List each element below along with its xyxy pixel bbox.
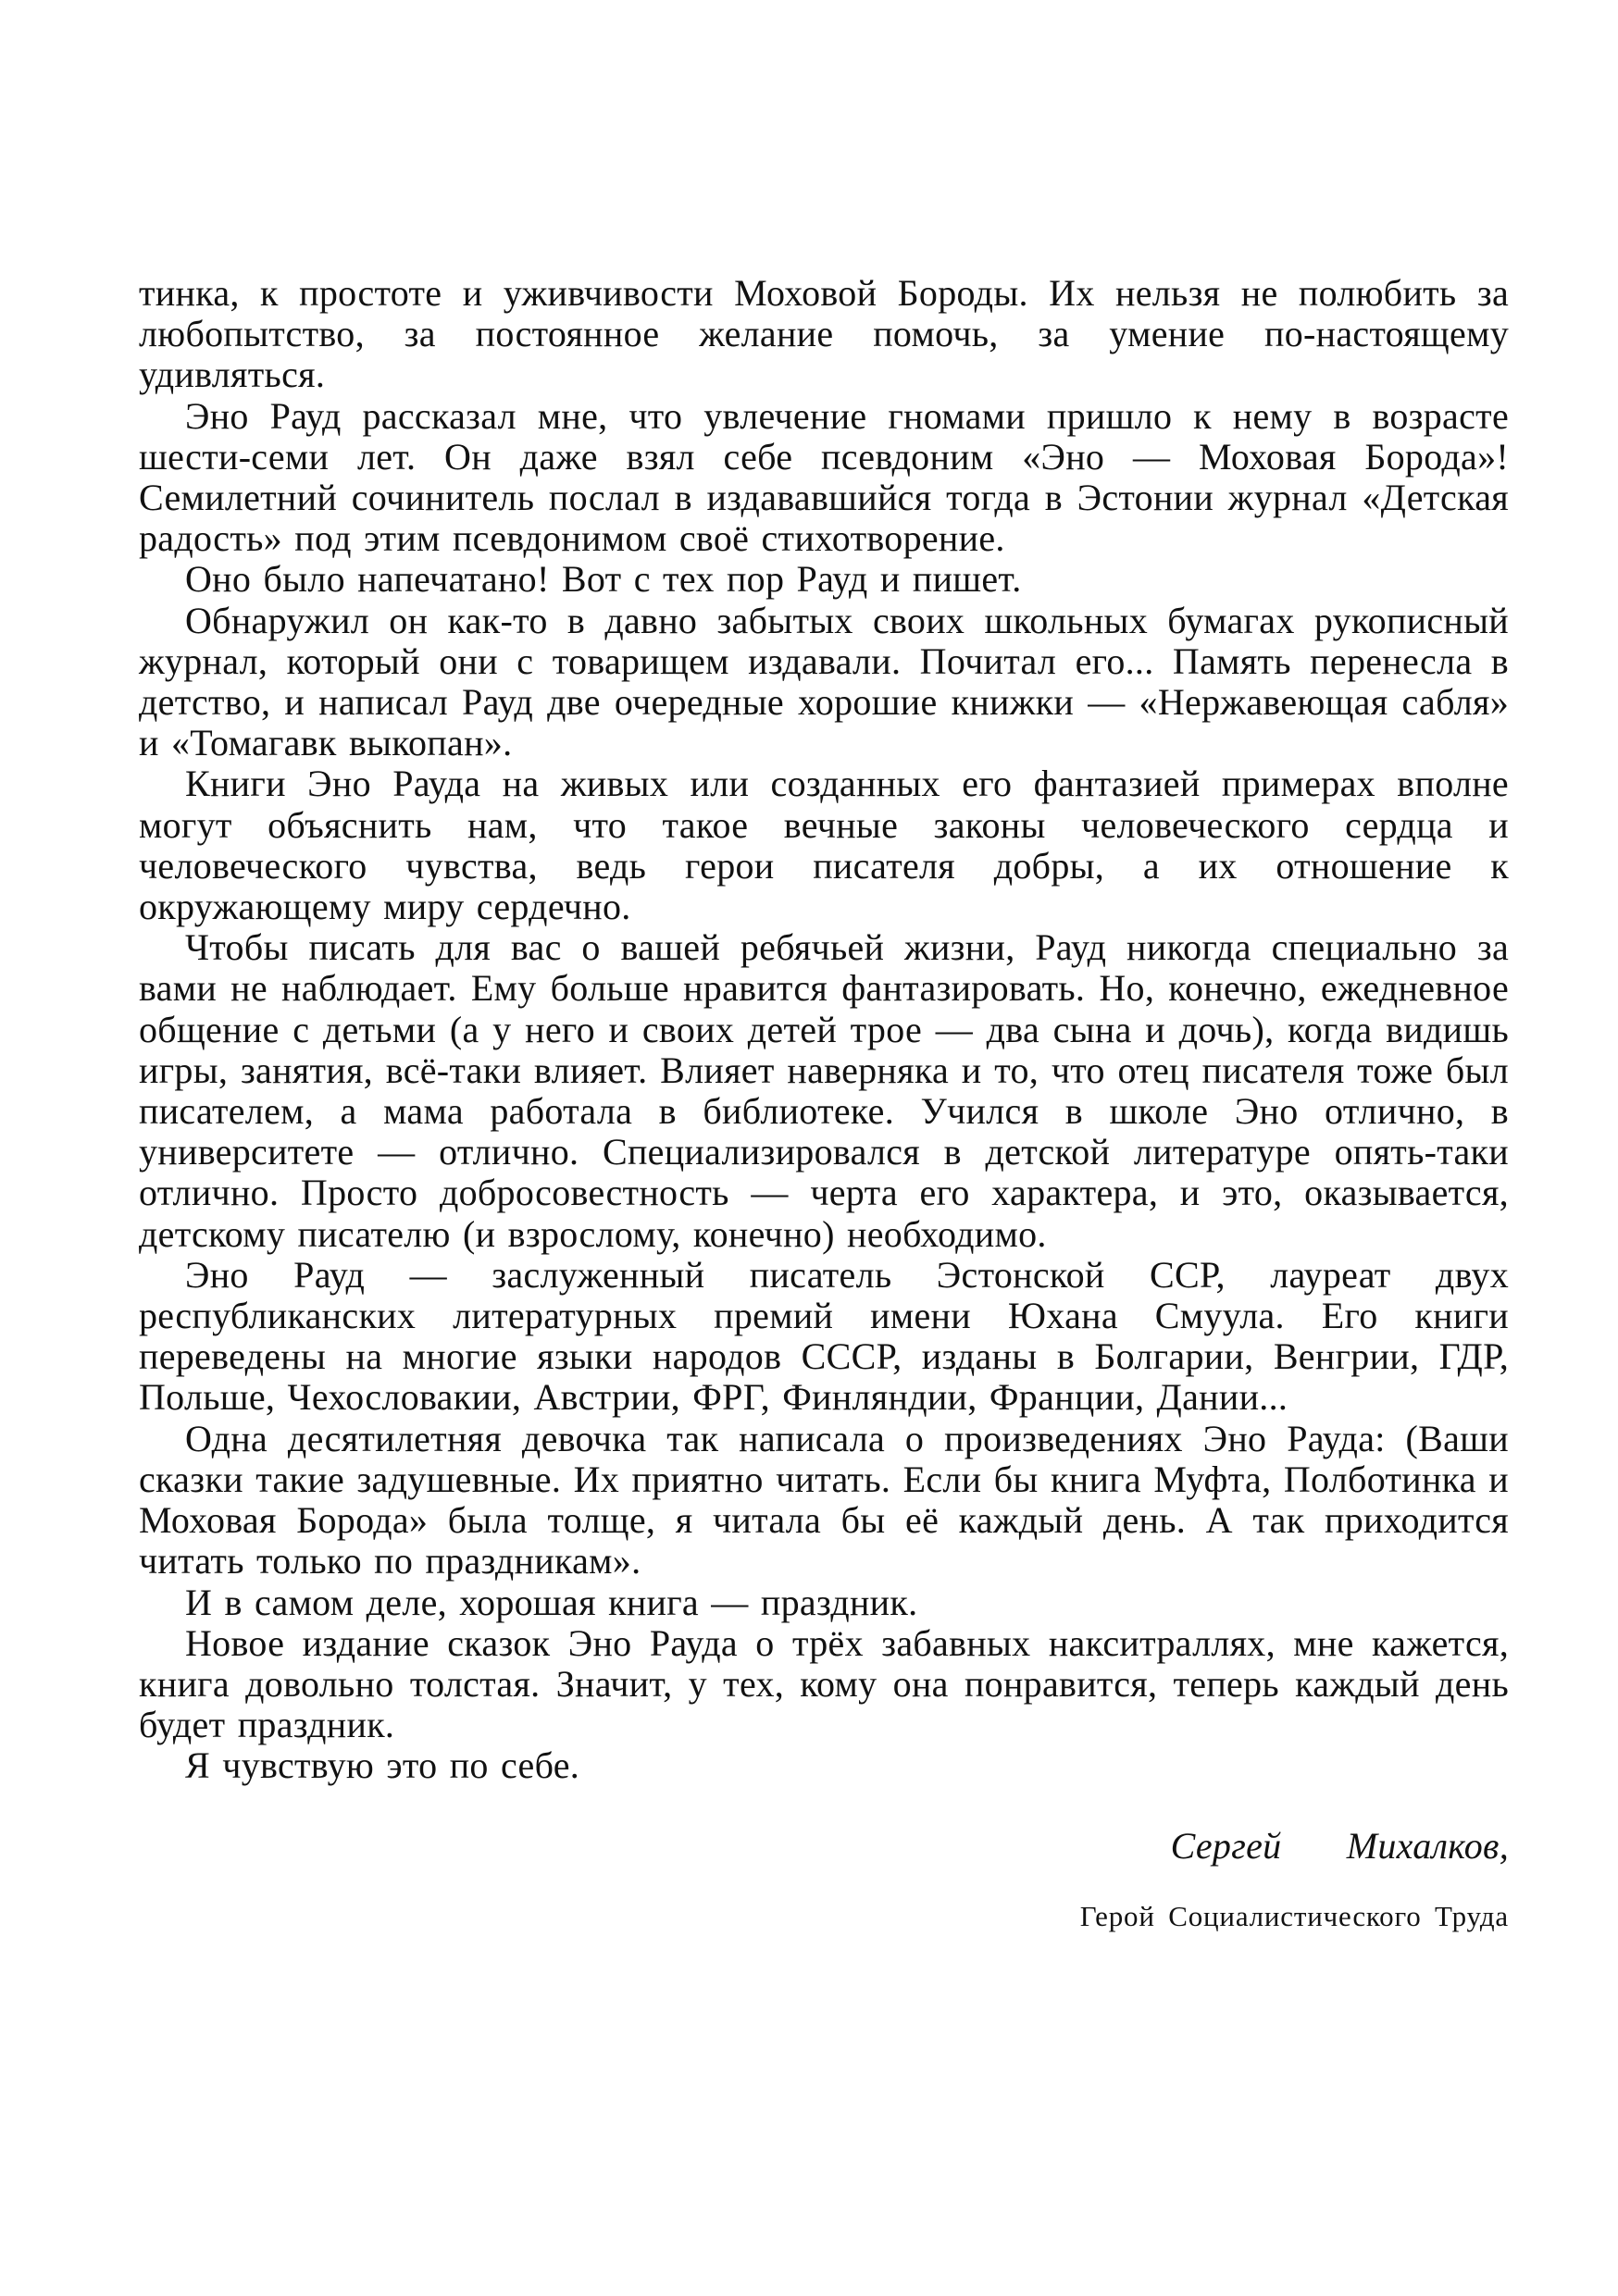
paragraph-7: Эно Рауд — заслуженный писатель Эстонской ССР, лауреат двух республиканских литературных премий имени Юхана Смуула. Его книги переведены на многие языки народов СССР, изданы в Болгарии, Венгрии, ГДР, Польше, Чехословакии, Австрии, ФРГ, Финляндии, Франции, Дании... bbox=[139, 1253, 1509, 1419]
paragraph-5: Книги Эно Рауда на живых или созданных его фантазией примерах вполне могут объяснить нам, что такое вечные законы человеческого сердца и человеческого чувства, ведь герои писателя добры, а их отношение к окружающему миру сердечно. bbox=[139, 763, 1509, 928]
paragraph-6: Чтобы писать для вас о вашей ребячьей жизни, Рауд никогда специально за вами не наблюдает. Ему больше нравится фантазировать. Но, конечно, ежедневное общение с детьми (а у него и своих детей трое — два сына и дочь), когда видишь игры, занятия, всё-таки влияет. Влияет наверняка и то, что отец писателя тоже был писателем, а мама работала в библиотеке. Учился в школе Эно отлично, в университете — отлично. Специализировался в детской литературе опять-таки отлично. Просто добросовестность — черта его характера, и это, оказывается, детскому писателю (и взрослому, конечно) необходимо. bbox=[139, 926, 1509, 1255]
paragraph-1: тинка, к простоте и уживчивости Моховой Бороды. Их нельзя не полюбить за любопытство, за постоянное желание помочь, за умение по-настоящему удивляться. bbox=[139, 272, 1509, 396]
paragraph-8: Одна десятилетняя девочка так написала о произведениях Эно Рауда: (Ваши сказки такие задушевные. Их приятно читать. Если бы книга Муфта, Полботинка и Моховая Борода» была толще, я читала бы её каждый день. А так приходится читать только по праздникам». bbox=[139, 1417, 1509, 1582]
paragraph-9: И в самом деле, хорошая книга — праздник. bbox=[185, 1581, 918, 1623]
signature-name: Сергей Михалков, bbox=[1170, 1824, 1509, 1867]
signature-block bbox=[139, 1824, 1509, 1933]
paragraph-4: Обнаружил он как-то в давно забытых своих школьных бумагах рукописный журнал, который они с товарищем издавали. Почитал его... Память перенесла в детство, и написал Рауд две очередные хорошие книжки — «Нержавеющая сабля» и «Томагавк выкопан». bbox=[139, 599, 1509, 764]
paragraph-2: Эно Рауд рассказал мне, что увлечение гномами пришло к нему в возрасте шести-семи лет. Он даже взял себе псевдоним «Эно — Моховая Борода»! Семилетний сочинитель послал в издававшийся тогда в Эстонии журнал «Детская радость» под этим псевдонимом своё стихотворение. bbox=[139, 394, 1509, 560]
paragraph-3: Оно было напечатано! Вот с тех пор Рауд и пишет. bbox=[185, 558, 1022, 601]
signature-title: Герой Социалистического Труда bbox=[1079, 1899, 1509, 1932]
paragraph-11: Я чувствую это по себе. bbox=[185, 1744, 580, 1787]
document-page bbox=[139, 273, 1509, 1933]
paragraph-10: Новое издание сказок Эно Рауда о трёх забавных накситраллях, мне кажется, книга довольно толстая. Значит, у тех, кому она понравится, теперь каждый день будет праздник. bbox=[139, 1621, 1509, 1746]
